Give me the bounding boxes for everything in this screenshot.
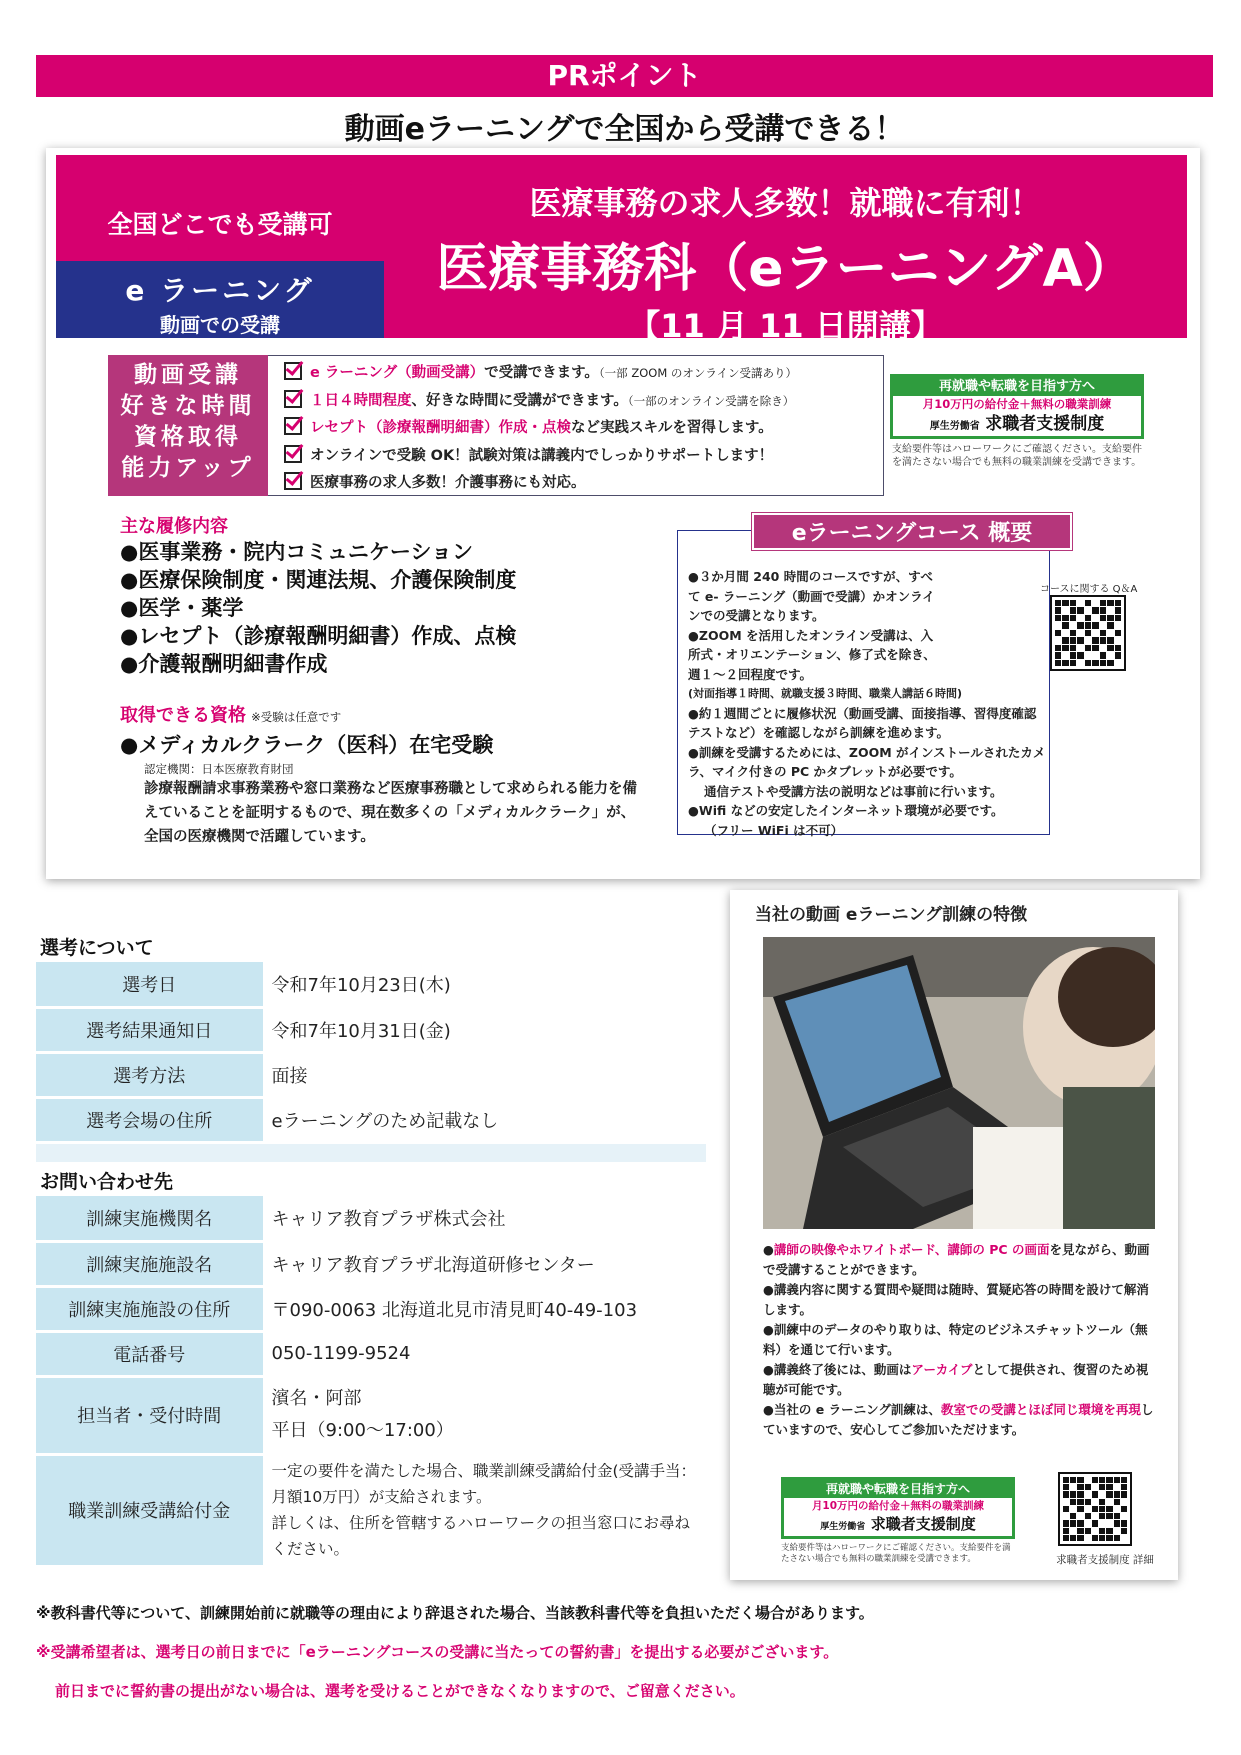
contact-heading: お問い合わせ先 xyxy=(40,1171,174,1193)
qualification-note: ※受験は任意です xyxy=(251,710,342,724)
pr-subtitle: 動画eラーニングで全国から受講できる！ xyxy=(344,112,905,147)
banner-elearning-sub: 動画での受講 xyxy=(160,313,280,337)
feature-item: 医療事務の求人多数！介護事務にも対応。 xyxy=(284,470,884,498)
banner-nationwide: 全国どこでも受講可 xyxy=(56,155,384,261)
support-head: 再就職や転職を目指す方へ xyxy=(784,1480,1012,1498)
photo-card-features xyxy=(763,1240,1158,1440)
qualification-name: ●メディカルクラーク（医科）在宅受験 xyxy=(120,733,494,757)
table-row: 選考結果通知日 令和7年10月31日(金) xyxy=(36,1007,705,1052)
selection-table xyxy=(36,962,706,1144)
overview-qr-label: コースに関する Q＆A xyxy=(1040,584,1138,595)
support-note: 支給要件等はハローワークにご確認ください。支給要件を満たさない場合でも無料の職業訓練を受講できます。 xyxy=(892,444,1142,468)
qualification-desc: 診療報酬請求事務業務や窓口業務など医療事務職として求められる能力を備えていることを証明するもので、現在数多くの「メディカルクラーク」が、全国の医療機関で活躍しています。 xyxy=(144,781,637,845)
support-head: 再就職や転職を目指す方へ xyxy=(893,377,1141,396)
checkbox-icon xyxy=(284,390,302,408)
course-contents-heading: 主な履修内容 xyxy=(120,516,228,537)
checkbox-icon xyxy=(284,362,302,380)
keyword: 好きな時間 xyxy=(120,393,256,419)
course-item: ●医事業務・院内コミュニケーション xyxy=(120,540,474,564)
feature-item: レセプト（診療報酬明細書）作成・点検など実践スキルを習得します。 xyxy=(284,415,884,443)
support-program: 厚生労働省 求職者支援制度 xyxy=(929,414,1105,434)
support-benefit: 月10万円の給付金＋無料の職業訓練 xyxy=(811,1500,985,1512)
features-keywords xyxy=(108,355,268,496)
course-start-date: 【11 月 11 日開講】 xyxy=(628,307,943,345)
table-row: 選考会場の住所 eラーニングのため記載なし xyxy=(36,1097,705,1142)
course-contents xyxy=(120,512,640,678)
qr-code-icon[interactable] xyxy=(1058,1472,1132,1546)
pr-point-bar: PRポイント xyxy=(36,55,1213,97)
keyword: 資格取得 xyxy=(134,424,242,450)
feature-item: e ラーニング（動画受講）で受講できます。（一部 ZOOM のオンライン受講あり） xyxy=(284,360,884,388)
qualification-org: 認定機関：日本医療教育財団 xyxy=(144,762,294,776)
support-badge-lower xyxy=(781,1477,1015,1539)
feature-bullet: ●当社の e ラーニング訓練は、教室での受講とほぼ同じ環境を再現していますので、安心してご参加いただけます。 xyxy=(763,1402,1154,1437)
training-photo xyxy=(763,937,1155,1229)
keyword: 動画受講 xyxy=(134,362,242,388)
feature-bullet: ●訓練中のデータのやり取りは、特定のビジネスチャットツール（無料）を通じて行います。 xyxy=(763,1322,1148,1357)
banner-title-block xyxy=(384,160,1187,347)
table-row: 選考方法 面接 xyxy=(36,1052,705,1097)
feature-item: オンラインで受験 OK！試験対策は講義内でしっかりサポートします！ xyxy=(284,443,884,471)
feature-item: １日４時間程度、好きな時間に受講ができます。（一部のオンライン受講を除き） xyxy=(284,388,884,416)
course-item: ●医療保険制度・関連法規、介護保険制度 xyxy=(120,568,517,592)
qr-label-support: 求職者支援制度 詳細 xyxy=(1056,1554,1154,1566)
course-item: ●介護報酬明細書作成 xyxy=(120,652,328,676)
checkbox-icon xyxy=(284,417,302,435)
support-badge xyxy=(890,374,1144,439)
table-row: 担当者・受付時間 濱名・阿部 平日（9:00～17:00） xyxy=(36,1376,705,1454)
course-title: 医療事務科（eラーニングA） xyxy=(436,239,1135,299)
footer-note-textbook: ※教科書代等について、訓練開始前に就職等の理由により辞退された場合、当該教科書代等を負担いただく場合があります。 xyxy=(36,1604,874,1622)
keyword: 能力アップ xyxy=(121,455,255,481)
course-item: ●医学・薬学 xyxy=(120,596,244,620)
support-program: 厚生労働省 求職者支援制度 xyxy=(820,1515,976,1533)
support-benefit: 月10万円の給付金＋無料の職業訓練 xyxy=(922,397,1112,411)
banner-elearning xyxy=(56,261,384,338)
feature-bullet: ●講義内容に関する質問や疑問は随時、質疑応答の時間を設けて解消します。 xyxy=(763,1282,1149,1317)
laptop-photo-illustration xyxy=(763,937,1155,1229)
banner-catch: 医療事務の求人多数！就職に有利！ xyxy=(529,184,1042,222)
overview-title: eラーニングコース 概要 xyxy=(752,513,1072,550)
footer-note-deadline: 前日までに誓約書の提出がない場合は、選考を受けることができなくなりますので、ご留意ください。 xyxy=(55,1682,745,1700)
table-row: 訓練実施機関名 キャリア教育プラザ株式会社 xyxy=(36,1196,705,1241)
banner-elearning-title: e ラーニング xyxy=(125,274,315,307)
overview-text: ●３か月間 240 時間のコースですが、すべて e- ラーニング（動画で受講）かオンラインでの受講となります。 ●ZOOM を活用したオンライン受講は、入所式・オリエンテーション、修了式を除き、週１～２回程度です。 (対面指導１時間、就職支援３時間、職業人講話６時間) ●約１週間ごとに履修状況（動画受講、面接指導、習得度確認テストなど）を確認しながら訓練を進めます。 ●訓練を受講するためには、ZOOM がインストールされたカメラ、マイク付きの PC かタブレットが必要です。 通信テストや受講方法の説明などは事前に行います。 ●Wifi などの安定したインターネット環境が必要です。 （フリー WiFi は不可） xyxy=(688,569,1046,838)
photo-card-title: 当社の動画 eラーニング訓練の特徴 xyxy=(755,905,1028,925)
support-note-lower: 支給要件等はハローワークにご確認ください。支給要件を満たさない場合でも無料の職業訓練を受講できます。 xyxy=(781,1543,1011,1564)
table-row: 訓練実施施設名 キャリア教育プラザ北海道研修センター xyxy=(36,1241,705,1286)
contact-table xyxy=(36,1196,706,1568)
footer-note-pledge: ※受講希望者は、選考日の前日までに「eラーニングコースの受講に当たっての誓約書」を提出する必要がございます。 xyxy=(36,1643,839,1661)
table-row: 電話番号 050-1199-9524 xyxy=(36,1331,705,1376)
qualification-heading: 取得できる資格 xyxy=(120,705,246,726)
features-list xyxy=(284,360,884,498)
qr-code-icon[interactable] xyxy=(1050,595,1126,671)
table-row: 訓練実施施設の住所 〒090-0063 北海道北見市清見町40-49-103 xyxy=(36,1286,705,1331)
feature-bullet: ●講師の映像やホワイトボード、講師の PC の画面を見ながら、動画で受講することができます。 xyxy=(763,1242,1150,1277)
feature-bullet: ●講義終了後には、動画はアーカイブとして提供され、復習のため視聴が可能です。 xyxy=(763,1362,1149,1397)
selection-heading: 選考について xyxy=(40,937,154,959)
checkbox-icon xyxy=(284,445,302,463)
checkbox-icon xyxy=(284,472,302,490)
table-row: 職業訓練受講給付金 一定の要件を満たした場合、職業訓練受講給付金(受講手当：月額10万円）が支給されます。 詳しくは、住所を管轄するハローワークの担当窓口にお尋ねください。 xyxy=(36,1454,705,1566)
table-row: 選考日 令和7年10月23日(木) xyxy=(36,962,705,1007)
course-item: ●レセプト（診療報酬明細書）作成、点検 xyxy=(120,624,517,648)
qualification xyxy=(120,701,640,849)
